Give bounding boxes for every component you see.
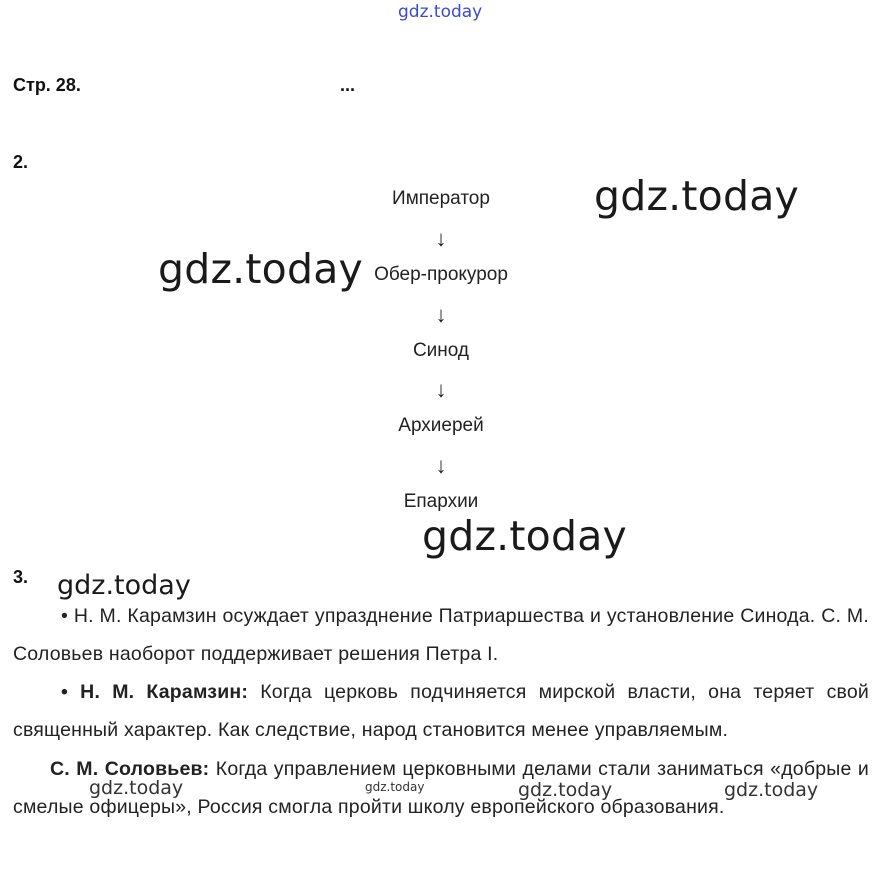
page-heading: Стр. 28.	[13, 75, 81, 95]
task2-number: 2.	[13, 152, 29, 172]
watermark-middle: gdz.today	[422, 512, 627, 560]
watermark-bottom-1: gdz.today	[89, 777, 184, 799]
down-arrow-icon: ↓	[435, 453, 447, 478]
task3-p3-text: Когда управлением церковными делами стали заниматься «добрые и смелые офицеры», Россия смогла пройти школу европейского образования.	[13, 758, 869, 818]
down-arrow-icon: ↓	[435, 226, 447, 251]
watermark-bottom-4: gdz.today	[724, 779, 819, 801]
down-arrow-icon: ↓	[435, 377, 447, 402]
watermark-left: gdz.today	[158, 245, 363, 293]
task3-p1-text: Н. М. Карамзин осуждает упразднение Патриаршества и установление Синода. С. М. Соловьев наоборот поддерживает решения Петра I.	[13, 605, 869, 665]
watermark-bottom-3: gdz.today	[518, 779, 613, 801]
karamzin-label: Н. М. Карамзин:	[80, 681, 249, 703]
watermark-top: gdz.today	[398, 2, 483, 22]
watermark-bottom-2: gdz.today	[365, 780, 425, 794]
task3-number: 3.	[13, 567, 29, 587]
bullet-icon: •	[61, 681, 69, 703]
hierarchy-node-emperor: Император	[392, 188, 490, 209]
hierarchy-node-ober-procurator: Обер-прокурор	[374, 264, 508, 285]
page-heading-dots: ...	[340, 75, 356, 95]
task3-p2-text: Когда церковь подчиняется мирской власти, она теряет свой священный характер. Как следствие, народ становится менее управляемым.	[13, 681, 869, 741]
hierarchy-node-eparchies: Епархии	[403, 491, 479, 512]
hierarchy-node-synod: Синод	[412, 340, 470, 361]
task3-paragraph-3	[13, 751, 869, 826]
watermark-right: gdz.today	[594, 172, 799, 220]
task3-paragraph-2	[13, 674, 869, 749]
down-arrow-icon: ↓	[435, 302, 447, 327]
watermark-section3: gdz.today	[57, 570, 191, 601]
bullet-icon: •	[61, 605, 69, 627]
task3-paragraph-1	[13, 598, 869, 673]
solovyov-label: С. М. Соловьев:	[50, 758, 210, 780]
hierarchy-node-archbishop: Архиерей	[398, 415, 484, 436]
